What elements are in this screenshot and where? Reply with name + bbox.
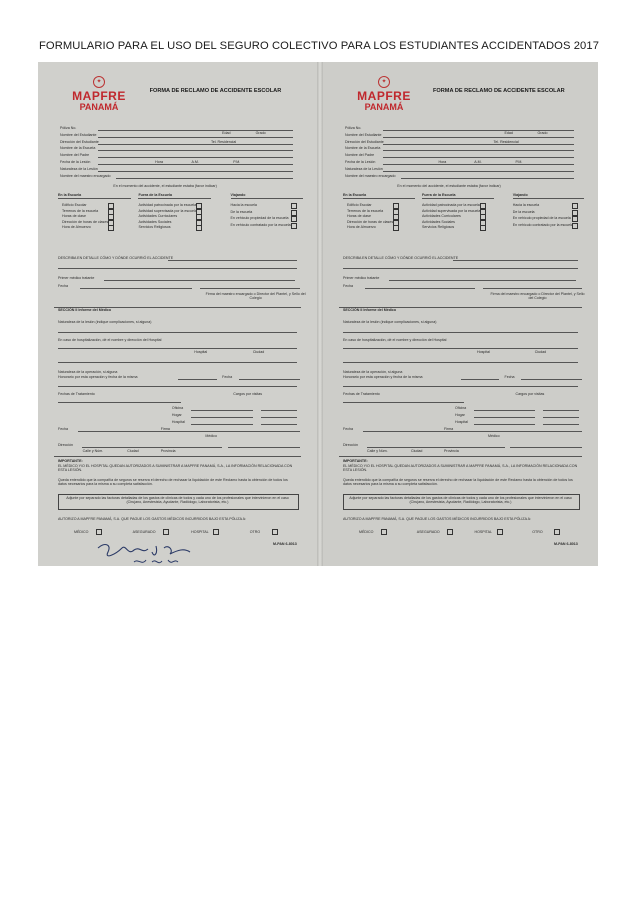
page-title: FORMULARIO PARA EL USO DEL SEGURO COLECTIVO PARA LOS ESTUDIANTES ACCIDENTADOS 2017 [38,40,600,52]
fill-line [343,348,578,349]
fill-line [116,178,293,179]
fill-line [54,456,301,457]
situation-item: Actividad supervisada por la escuela [422,208,481,213]
fill-line [98,157,293,158]
fecha-label: Fecha [504,375,515,379]
form-title: FORMA DE RECLAMO DE ACCIDENTE ESCOLAR [433,88,565,94]
field-label: Nombre del Estudiante [60,132,97,137]
fill-line [104,280,295,281]
fill-line [98,144,293,145]
field-label: Nombre del Estudiante [345,132,382,137]
fill-line [98,150,293,151]
field-label: Naturaleza de la Lesión [60,166,98,171]
situation-item: Horas de clase [62,214,86,218]
injury-nature-label: Naturaleza de la lesión (indique complicaciones, si alguna) [343,320,437,324]
fill-line [367,447,505,448]
operation-label: Naturaleza de la operación, si alguna [343,370,403,374]
checkbox [213,529,219,535]
situation-item: En vehículo propiedad de la escuela [230,216,289,220]
fill-line [339,456,582,457]
situation-item: Horas de clase [347,214,371,218]
situation-item: Actividades Curriculares [422,214,461,218]
fill-line [474,424,535,425]
provincia-label: Provincia [160,449,176,453]
checkbox [291,203,297,209]
ciudad-label: Ciudad [127,449,139,453]
fill-line [543,424,579,425]
form-title: FORMA DE RECLAMO DE ACCIDENTE ESCOLAR [149,88,282,94]
attachment-text: Adjunte por separado las facturas detalladas de los gastos de clínicas de todos y cada uno de los profesionales que intervinieron en el caso (Cirujano, Anestesista, Ayudante, Radiólogo, Laboratorista, etc.) [66,496,289,504]
situation-item: Hora de Almuerzo [62,225,91,229]
section-2-title: SECCIÓN II Informe del Médico [58,308,112,312]
checkbox [572,210,578,216]
fill-line [474,410,535,411]
fill-line [383,164,574,165]
fill-line [543,410,579,411]
fill-line [383,150,574,151]
important-label: IMPORTANTE: [58,459,83,463]
fees-label: Honorario por esta operación y fecha de la misma [343,375,423,379]
fill-line [200,288,300,289]
situation-column-header: En la Escuela [58,193,82,197]
edad-label: Edad [504,131,513,136]
field-label: Póliza No. [345,126,362,130]
fecha-label: Fecha [58,284,68,288]
hospital-label: Hospital [477,350,490,354]
fill-line [82,447,222,448]
payee-label: MÉDICO [74,530,89,534]
fill-line [58,268,297,269]
fill-line [138,198,211,199]
mapfre-emblem-icon: ✦ [378,76,390,88]
fill-line [98,164,293,165]
fill-line [58,402,181,403]
situation-item: Actividad patrocinada por la escuela [422,203,480,207]
fecha-label: Fecha [222,375,233,379]
field-label: Fecha de la Lesión [60,160,91,164]
am-label: A.M. [191,160,199,164]
payee-label: HOSPITAL [474,530,493,534]
grado-label: Grado [255,131,266,136]
fill-line [510,447,582,448]
first-aid-label: Primer médico tratante [343,276,380,280]
fill-line [178,379,217,380]
section-2-title: SECCIÓN II Informe del Médico [343,308,397,312]
field-label: Nombre del Padre [60,153,90,158]
calle-label: Calle y Núm. [82,449,104,453]
fill-line [483,288,582,289]
moment-note: En el momento del accidente, el estudiante estaba (favor indicar) [397,184,501,188]
situation-item: Actividades Sociales [138,219,172,224]
consent-text: Queda entendido que la compañía de seguros se reserva el derecho de rechazar la liquidación de este Reclamo hasta la obtención de todos los datos necesarios para la misma a su completa satisfacción. [343,478,573,486]
fecha-label: Fecha [343,427,353,431]
payee-label: ASEGURADO [132,530,156,534]
checkbox [447,529,453,535]
fill-line [365,288,475,289]
checkbox [272,529,278,535]
hospital-note: En caso de hospitalización, dé el nombre y dirección del Hospital [58,338,162,342]
firma-label: Firma [160,427,170,431]
fill-line [461,379,500,380]
checkbox [554,529,560,535]
fill-line [543,417,579,418]
situation-column-header: En la Escuela [343,193,367,197]
checkbox [291,210,297,216]
ciudad-label: Ciudad [411,449,423,453]
payee-label: OTRO [532,530,543,534]
visits-label: Cargos por visitas [515,392,545,396]
authorize-text: AUTORIZO A MAPFRE PANAMÁ, S.A. QUE PAGUE LOS GASTOS MÉDICOS INCURRIDOS BAJO ESTA PÓLIZA A: [58,517,246,521]
situation-item: De la escuela [230,209,253,214]
grado-label: Grado [537,131,548,136]
fill-line [191,410,252,411]
situation-item: Servicios Religiosos [138,225,171,229]
firma-label: Firma [444,427,454,431]
situation-item: Hora de Almuerzo [347,225,376,229]
direccion-label: Dirección [343,443,358,447]
calle-label: Calle y Núm. [367,449,388,453]
fill-line [343,362,578,363]
claim-form-right [323,62,598,566]
situation-item: Actividad patrocinada por la escuela [138,203,197,207]
mapfre-logo [64,76,134,112]
important-text: EL MÉDICO Y/O EL HOSPITAL QUEDAN AUTORIZADOS A SUMINISTRAR A MAPFRE PANAMÁ, S.A., LA INFORMACIÓN RELACIONADA CON ESTA LESIÓN. [58,464,293,472]
situation-item: Hacia la escuela [230,203,257,207]
operation-label: Naturaleza de la operación, si alguna [58,370,118,374]
fill-line [453,260,578,261]
field-label: Naturaleza de la Lesión [345,166,383,171]
fill-line [521,379,582,380]
situation-item: Edificio Escolar [347,203,372,207]
fill-line [466,431,582,432]
checkbox [480,225,486,231]
treatment-label: Fechas de Tratamiento [343,392,380,396]
fill-line [58,198,131,199]
fill-line [261,424,297,425]
authorize-text: AUTORIZO A MAPFRE PANAMÁ, S.A. QUE PAGUE LOS GASTOS MÉDICOS INCURRIDOS BAJO ESTA PÓLIZA A: [343,517,531,521]
situation-item: En vehículo contratado por la escuela [230,222,291,227]
direccion-label: Dirección [58,443,73,447]
injury-nature-label: Naturaleza de la lesión (indique complicaciones, si alguna) [58,320,152,324]
fill-line [343,332,578,333]
field-label: Nombre del maestro encargado [60,173,111,178]
situation-item: De la escuela [512,209,535,214]
situation-column-header: Fuera de la Escuela [138,193,172,197]
ciudad-label: Ciudad [252,350,265,354]
fill-line [228,447,301,448]
fill-line [98,171,293,172]
mapfre-logo [349,76,419,112]
form-code: M-PAN 6-8013 [273,542,297,546]
tel-label: Tel. Residencial [493,139,519,144]
describe-label: DESCRIBA EN DETALLE CÓMO Y DÓNDE OCURRIÓ EL ACCIDENTE [343,256,459,260]
fees-label: Honorario por esta operación y fecha de la misma [58,375,138,379]
fill-line [363,431,473,432]
visit-row-label: Oficina [455,406,467,410]
situation-item: En vehículo contratado por la escuela [512,222,573,227]
situation-column-header: Fuera de la Escuela [422,193,456,197]
fill-line [231,198,304,199]
fill-line [98,137,293,138]
payee-label: OTRO [249,530,261,534]
pm-label: P.M. [233,160,241,164]
visit-row-label: Hospital [171,420,185,424]
fill-line [78,431,190,432]
fill-line [261,410,297,411]
checkbox [572,223,578,229]
hora-label: Hora [438,160,447,164]
visit-row-label: Hogar [455,413,465,417]
claim-form-left [38,62,317,566]
situation-column-header: Viajando [230,193,246,197]
checkbox [572,203,578,209]
fill-line [401,178,574,179]
checkbox [291,223,297,229]
handwritten-signature [94,540,204,566]
fill-line [389,280,576,281]
fill-line [383,144,574,145]
fill-line [261,417,297,418]
situation-item: Actividad supervisada por la escuela [138,208,197,213]
brand-name: MAPFRE [72,89,126,103]
fill-line [183,431,300,432]
situation-column-header: Viajando [512,193,528,197]
situation-item: Dirección de horas de clases [62,219,109,224]
situation-item: Dirección de horas de clases [347,219,394,224]
field-label: Fecha de la Lesión [345,160,376,164]
treatment-label: Fechas de Tratamiento [58,392,95,396]
situation-item: Hacia la escuela [512,203,540,207]
important-label: IMPORTANTE: [343,459,368,463]
fill-line [58,348,297,349]
checkbox [196,225,202,231]
ciudad-label: Ciudad [534,350,547,354]
fill-line [383,157,574,158]
situation-item: Terrenos de la escuela [62,208,99,213]
edad-label: Edad [222,131,231,136]
visit-row-label: Hospital [455,420,468,424]
fill-line [383,171,574,172]
fill-line [343,402,464,403]
fill-line [191,417,252,418]
moment-note: En el momento del accidente, el estudiante estaba (favor indicar) [113,184,217,188]
first-aid-label: Primer médico tratante [58,276,95,280]
tel-label: Tel. Residencial [210,139,237,144]
brand-subname: PANAMÁ [79,102,119,112]
checkbox [108,225,114,231]
medico-label: Médico [205,434,217,438]
scanned-forms-photo [38,62,598,566]
visit-row-label: Oficina [171,406,184,410]
payee-label: HOSPITAL [191,530,209,534]
checkbox [96,529,102,535]
checkbox [572,216,578,222]
fill-line [191,424,252,425]
visits-label: Cargos por visitas [233,392,263,396]
describe-label: DESCRIBA EN DETALLE CÓMO Y DÓNDE OCURRIÓ EL ACCIDENTE [58,256,174,260]
fill-line [239,379,300,380]
checkbox [497,529,503,535]
field-label: Dirección del Estudiante [345,139,384,144]
checkbox [393,225,399,231]
field-label: Nombre del maestro encargado [345,173,396,178]
form-code: M-PAN 6-8013 [554,542,578,546]
fill-line [343,386,578,387]
fill-line [422,198,494,199]
field-label: Nombre de la Escuela [60,146,96,151]
signature-note: Firma del maestro encargado o Director del Plantel, y Sello del Colegio [205,292,306,300]
fill-line [58,362,297,363]
fill-line [474,417,535,418]
fill-line [58,332,297,333]
fecha-label: Fecha [58,427,68,431]
situation-item: Terrenos de la escuela [347,208,384,213]
hospital-label: Hospital [194,350,208,354]
field-label: Póliza No. [60,126,77,130]
field-label: Dirección del Estudiante [60,139,99,144]
checkbox [291,216,297,222]
pm-label: P.M. [515,160,523,164]
field-label: Nombre de la Escuela [345,146,381,151]
situation-item: Edificio Escolar [62,203,87,207]
checkbox [163,529,169,535]
payee-label: MÉDICO [359,530,374,534]
payee-label: ASEGURADO [416,530,440,534]
fill-line [80,288,192,289]
hora-label: Hora [155,160,163,164]
consent-text: Queda entendido que la compañía de seguros se reserva el derecho de rechazar la liquidación de este Reclamo hasta la obtención de todos los datos necesarios para la misma a su completa satisfacción. [58,478,288,486]
important-text: EL MÉDICO Y/O EL HOSPITAL QUEDAN AUTORIZADOS A SUMINISTRAR A MAPFRE PANAMÁ, S.A., LA INFORMACIÓN RELACIONADA CON ESTA LESIÓN. [343,464,578,472]
signature-note: Firma del maestro encargado o Director del Plantel, y Sello del Colegio [490,292,585,300]
field-label: Nombre del Padre [345,153,375,158]
mapfre-emblem-icon: ✦ [93,76,105,88]
situation-item: Actividades Curriculares [138,214,178,218]
fecha-label: Fecha [343,284,353,288]
am-label: A.M. [474,160,482,164]
situation-item: Actividades Sociales [422,219,455,224]
fill-line [383,137,574,138]
brand-subname: PANAMÁ [364,102,404,112]
fill-line [343,198,415,199]
brand-name: MAPFRE [357,89,411,103]
medico-label: Médico [488,434,500,438]
hospital-note: En caso de hospitalización, dé el nombre y dirección del Hospital [343,338,447,342]
attachment-text: Adjunte por separado las facturas detalladas de los gastos de clínicas de todos y cada uno de los profesionales que intervinieron en el caso (Cirujano, Anestesista, Ayudante, Radiólogo, Laboratorista, etc.) [349,496,572,504]
fill-line [513,198,585,199]
fill-line [168,260,297,261]
visit-row-label: Hogar [171,413,182,417]
situation-item: En vehículo propiedad de la escuela [512,216,571,220]
situation-item: Servicios Religiosos [422,225,455,229]
provincia-label: Provincia [444,449,459,453]
fill-line [343,268,578,269]
checkbox [381,529,387,535]
fill-line [58,386,297,387]
